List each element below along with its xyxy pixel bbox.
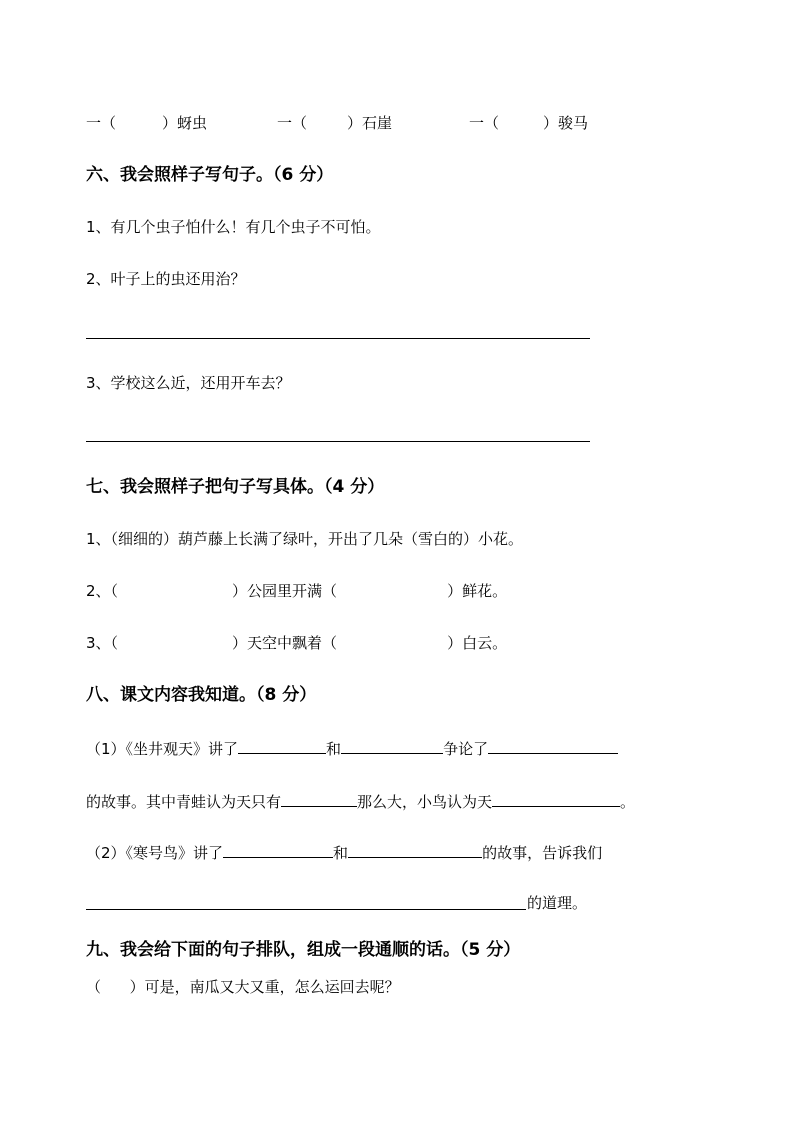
section-6-example: 1、有几个虫子怕什么！有几个虫子不可怕。 — [86, 218, 381, 236]
blank[interactable] — [492, 790, 620, 807]
answer-line[interactable] — [86, 441, 590, 442]
section-6-question-2: 2、叶子上的虫还用治？ — [86, 270, 246, 288]
section-8-line-1: （1）《坐井观天》讲了 和 争论了 — [86, 737, 618, 759]
order-bracket[interactable]: （ ） — [86, 978, 145, 996]
section-8-title: 八、课文内容我知道。（8 分） — [86, 685, 317, 705]
blank[interactable] — [341, 737, 443, 754]
section-9-sentence: （ ）可是，南瓜又大又重，怎么运回去呢？ — [86, 978, 400, 996]
section-8-line-3: （2）《寒号鸟》讲了 和 的故事，告诉我们 — [86, 841, 602, 863]
measure-word-item: 一（ ）蚜虫 — [86, 114, 208, 132]
section-7-question-2: 2、（ ）公园里开满（ ）鲜花。 — [86, 582, 508, 600]
section-6-title: 六、我会照样子写句子。（6 分） — [86, 165, 334, 185]
blank[interactable] — [488, 737, 618, 754]
section-7-example: 1、（细细的）葫芦藤上长满了绿叶，开出了几朵（雪白的）小花。 — [86, 530, 524, 548]
section-8-line-2: 的故事。其中青蛙认为天只有 那么大，小鸟认为天 。 — [86, 790, 635, 812]
blank[interactable] — [281, 790, 357, 807]
section-7-title: 七、我会照样子把句子写具体。（4 分） — [86, 477, 385, 497]
answer-line[interactable] — [86, 338, 590, 339]
blank[interactable] — [348, 841, 482, 858]
section-7-question-3: 3、（ ）天空中飘着（ ）白云。 — [86, 634, 508, 652]
blank[interactable] — [223, 841, 333, 858]
measure-word-item: 一（ ）骏马 — [469, 114, 589, 132]
answer-line[interactable] — [86, 909, 526, 910]
section-9-title: 九、我会给下面的句子排队，组成一段通顺的话。（5 分） — [86, 940, 521, 960]
blank[interactable] — [238, 737, 326, 754]
measure-word-item: 一（ ）石崖 — [277, 114, 393, 132]
section-8-line-4-tail: 的道理。 — [527, 894, 588, 912]
section-6-question-3: 3、学校这么近，还用开车去？ — [86, 374, 291, 392]
